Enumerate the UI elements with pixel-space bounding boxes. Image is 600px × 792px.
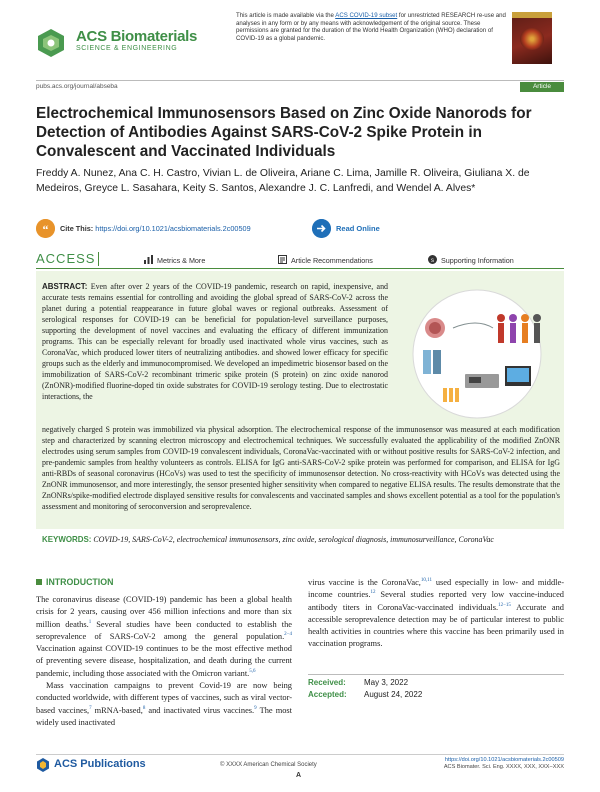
footer-rule [36, 754, 564, 755]
intro-p1-text-c: Vaccination against COVID-19 continues to be the most effective method of preventing severe disease, hospitalization, and death during the current pandemic, including those associated with the Omicron variant. [36, 644, 292, 678]
read-online-icon[interactable] [312, 219, 331, 238]
cite-label: Cite This: [60, 224, 94, 233]
metrics-icon[interactable] [144, 255, 153, 264]
svg-text:“: “ [42, 222, 49, 236]
author-list: Freddy A. Nunez, Ana C. H. Castro, Vivian L. de Oliveira, Ariane C. Lima, Jamille R. Oliveira, Giuliana X. de Medeiros, Greyce L. Sasahara, Keity S. Santos, Alexandre J. C. Lanfredi, and Wendel A. Alves* [36, 168, 530, 194]
ref-link[interactable]: 9 [254, 705, 257, 711]
abstract-text-1: Even after over 2 years of the COVID-19 pandemic, research on rapid, inexpensive, and accurate tests remains essential for controlling and avoiding the global spread of SARS-CoV-2 across the planet during a potential reappearance in future global waves or regional outbreaks. Assessment of serological responses for COVID-19 can be beneficial for population-level surveillance purposes, supporting the development of novel vaccines and evaluating the efficacy of different immunization programs. This can be especially relevant for broadly used inactivated whole virus vaccines, such as CoronaVac, which produced lower titers of neutralizing antibodies. and showed lower efficacy for specific groups such as the elderly and immunocompromised. We developed an impedimetric biosensor based on the immobilization of SARS-CoV-2 recombinant trimeric spike protein (S protein) on zinc oxide nanorod (ZnONR)-modified fluorine-doped tin oxide substrates for COVID-19 serology testing. Due to electrostatic interactions, the [42, 282, 389, 402]
page-number: A [296, 772, 302, 779]
cite-this [60, 224, 251, 233]
accepted-date: August 24, 2022 [364, 690, 423, 699]
journal-logo[interactable] [36, 26, 198, 60]
toc-graphic[interactable] [393, 288, 561, 420]
supporting-info-link[interactable]: Supporting Information [441, 256, 514, 265]
abstract-label: ABSTRACT: [42, 282, 88, 291]
intro-p1-text-a: The coronavirus disease (COVID-19) pandemic has been a global health crisis for 2 years, causing over 456 million infections and more than six million deaths. [36, 595, 292, 629]
intro-column-2 [308, 577, 564, 651]
received-label: Received: [308, 678, 346, 687]
intro-column-1 [36, 594, 292, 729]
intro-p2-text-a: Mass vaccination campaigns to prevent Covid-19 are now being conducted worldwide, with different types of vaccines, such as viral vector-based vaccines, [36, 681, 292, 715]
access-bar [36, 251, 564, 269]
metrics-link[interactable]: Metrics & More [157, 256, 206, 265]
quote-icon[interactable] [36, 219, 55, 238]
intro-p2-text-b: mRNA-based, [91, 705, 143, 715]
cover-band [512, 12, 552, 18]
ref-link[interactable]: 7 [89, 705, 92, 711]
ref-link[interactable]: 5,6 [249, 668, 256, 674]
covid-subset-link[interactable]: ACS COVID-19 subset [335, 12, 398, 19]
footer-doi-link[interactable]: https://doi.org/10.1021/acsbiomaterials.2c00509 [444, 757, 564, 763]
intro-p2-text-c: and inactivated virus vaccines. [145, 705, 255, 715]
virus-icon [425, 318, 445, 338]
intro-paragraph-1 [36, 594, 292, 680]
ref-link[interactable]: 8 [142, 705, 146, 711]
recommendations-link[interactable]: Article Recommendations [291, 256, 373, 265]
keywords-text: COVID-19, SARS-CoV-2, electrochemical immunosensors, zinc oxide, serological diagnosis, immunosurveillance, CoronaVac [93, 535, 494, 544]
publisher-name[interactable]: ACS Publications [54, 758, 146, 770]
intro-p1-text-b: Several studies have been conducted to establish the seroprevalence of SARS-CoV-2 among the general population. [36, 619, 293, 641]
read-online-link[interactable]: Read Online [336, 224, 380, 233]
ref-link[interactable]: 12 [370, 590, 376, 596]
covid-notice [236, 12, 506, 42]
access-label: ACCESS [36, 251, 96, 266]
graphic-circle [413, 290, 541, 418]
cite-doi-link[interactable]: https://doi.org/10.1021/acsbiomaterials.2c00509 [95, 224, 251, 233]
acs-publications-icon [36, 758, 50, 772]
journal-subtitle: SCIENCE & ENGINEERING [76, 45, 178, 52]
sample-tubes-icon [443, 388, 459, 402]
footer-journal-citation: ACS Biomater. Sci. Eng. XXXX, XXX, XXX−XXX [443, 764, 564, 771]
access-divider [98, 252, 99, 266]
received-date: May 3, 2022 [364, 678, 409, 687]
notice-text-before: This article is made available via the [236, 12, 336, 19]
intro-p2-text-d: The most widely used inactivated [36, 705, 292, 727]
ref-link[interactable]: 12−15 [498, 602, 511, 608]
footer-citation [440, 757, 564, 771]
abstract-text-2: negatively charged S protein was immobilized via physical adsorption. The electrochemical response of the immunosensor was measured at each modification step and characterized by scanning electron microscopy and electrochemical techniques. We successfully evaluated the applicability of the modified ZnONR electrodes using serum samples from COVID-19 convalescent individuals, CoronaVac-vaccinated with or without positive results for SARS-CoV-2 infection, and pre-pandemic samples from healthy volunteers as controls. ELISA for IgG anti-SARS-CoV-2 spike protein was performed for comparison, and ELISA for IgG anti-RBDs of seasonal coronavirus (HCoVs) was used to test the specificity of immunosensor detection. No cross-reactivity with HCoVs was detected using the ZnONR immunosensor, and more interestingly, the sensor presented higher sensitivity when compared to negative ELISA results. The results demonstrate that the ZnONRs/spike-modified electrode displayed sensitive results for convalescents and vaccinated samples and shows excellent potential as a tool for the population's assessment and monitoring of seroconversion and seroprevalence. [42, 425, 560, 512]
acs-hexagon-icon [36, 28, 66, 58]
ref-link[interactable]: 2−4 [284, 632, 292, 638]
keywords-label: KEYWORDS: [42, 535, 92, 544]
journal-name: ACS Biomaterials [76, 28, 198, 45]
article-dates [308, 674, 564, 699]
abstract-part-1 [42, 281, 388, 403]
header-rule [36, 80, 564, 81]
svg-text:s: s [431, 258, 434, 264]
journal-cover-thumbnail[interactable] [512, 12, 552, 64]
intro-col2-text-a: virus vaccine is the CoronaVac, [308, 578, 421, 587]
access-rule [36, 268, 564, 269]
keywords [42, 534, 560, 545]
ref-link[interactable]: 1 [88, 619, 92, 625]
article-title: Electrochemical Immunosensors Based on Zinc Oxide Nanorods for Detection of Antibodies Against SARS-CoV-2 Spike Protein in Convalescent and Vaccinated Individuals [36, 105, 532, 160]
journal-url[interactable]: pubs.acs.org/journal/abseba [36, 83, 118, 90]
cite-row [36, 219, 564, 239]
recommendations-icon[interactable] [278, 255, 287, 264]
intro-col2-text-d: Accurate and accessible seroprevalence detection may be of particular interest to public health activities in countries where this vaccine has been primarily used in vaccination programs. [308, 602, 564, 649]
dates-rule [308, 674, 564, 675]
intro-col2-text-c: Several studies reported very low vaccine-induced antibody titers in CoronaVac-vaccinated individuals. [308, 590, 564, 612]
introduction-heading: INTRODUCTION [46, 577, 114, 587]
cover-image [520, 28, 544, 50]
notice-text-after: for unrestricted RESEARCH re-use and analyses in any form or by any means with acknowledgement of the original source. These permissions are granted for the duration of the World Health Organization (WHO) declaration of COVID-19 as a global pandemic. [236, 12, 506, 42]
intro-col2-text-b: used especially in low- and middle-income countries. [308, 578, 564, 600]
section-bullet [36, 579, 42, 585]
supporting-info-icon[interactable] [428, 255, 437, 264]
ref-link[interactable]: 10,11 [420, 578, 432, 584]
article-type-badge: Article [520, 82, 564, 92]
received-row [308, 678, 564, 687]
accepted-row [308, 690, 564, 699]
intro-paragraph-2 [36, 680, 292, 729]
accepted-label: Accepted: [308, 690, 347, 699]
copyright: © XXXX American Chemical Society [220, 762, 317, 768]
